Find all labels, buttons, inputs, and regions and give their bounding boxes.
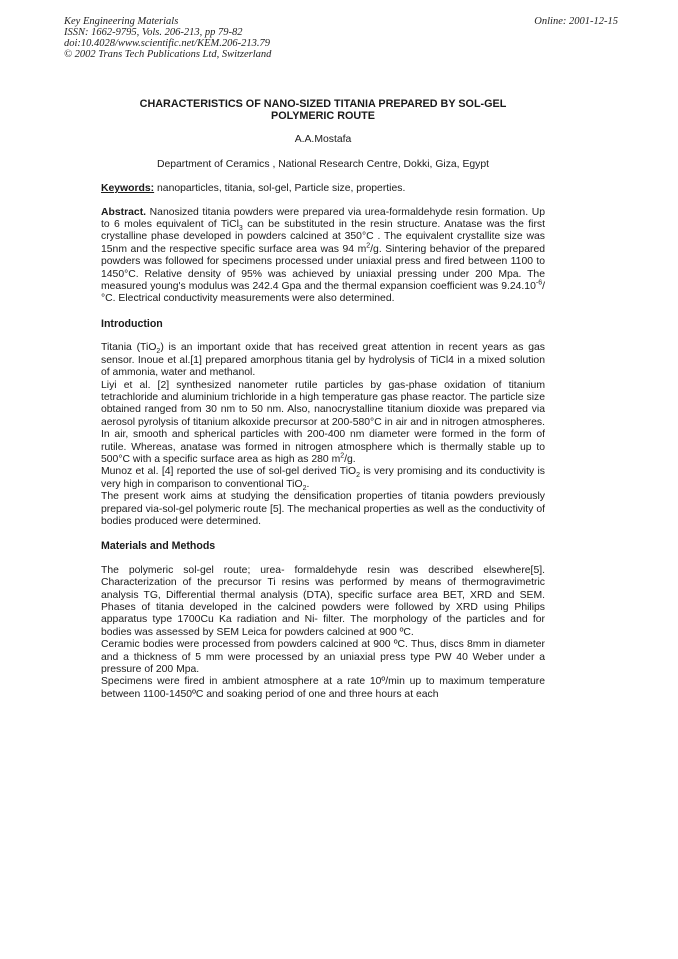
abstract-label: Abstract.	[101, 206, 147, 218]
paper-body	[101, 98, 545, 713]
text: ) is an important oxide that has received great attention in recent years as gas sensor. Inoue et al.[1] prepared amorphous titania gel by hydrolysis of TiCl4 in a mixed solution of ammonia, water and methanol.	[101, 342, 545, 379]
keywords	[101, 183, 545, 195]
paragraph: Ceramic bodies were processed from powders calcined at 900 ºC. Thus, discs 8mm in diameter and a thickness of 5 mm were processed by an uniaxial press type PW 40 Weber under a pressure of 200 Mpa.	[101, 639, 545, 676]
author: A.A.Mostafa	[294, 134, 352, 146]
abstract-text: can be substituted in the resin structure. Anatase was the first crystalline phase developed in powders calcined at 350°C . The equivalent crystallite size was 15nm and the respective specific surface area was 94 m	[101, 219, 545, 255]
subscript: 2	[356, 472, 360, 480]
subscript: 2	[156, 348, 161, 356]
doi-line: doi:10.4028/www.scientific.net/KEM.206-213.79	[64, 38, 270, 49]
abstract	[101, 207, 545, 306]
online-date: Online: 2001-12-15	[534, 16, 618, 27]
text: /g.	[344, 453, 356, 465]
section-heading-materials-methods: Materials and Methods	[101, 540, 216, 553]
abstract-text: Nanosized titania powders were prepared via urea-formaldehyde resin formation. Up to 6 moles equivalent of TiCl	[101, 206, 545, 231]
paragraph	[101, 380, 545, 467]
abstract-text: /g. Sintering behavior of the prepared powders was followed for specimens processed under uniaxial press and fired between 1100 to 1450°C. Relative density of 95% was achieved by uniaxial pressing under 200 Mpa. The measured young's modulus was 242.4 Gpa and the thermal expansion coefficient was 9.24.10	[101, 243, 546, 293]
paragraph	[101, 342, 545, 379]
text: Titania (TiO	[101, 342, 157, 354]
title-line-2: POLYMERIC ROUTE	[271, 110, 375, 123]
paragraph: The polymeric sol-gel route; urea- formaldehyde resin was described elsewhere[5]. Characterization of the precursor Ti resins was performed by means of thermogravimetric analysis TG, Differential thermal analysis (DTA), specific surface area BET, XRD and SEM. Phases of titania developed in the calcined powders were followed by XRD using Philips apparatus type 1700Cu Ka radiation and Ni- filter. The morphology of the particles and for bodies was assessed by SEM Leica for powders calcined at 900 ºC.	[101, 564, 545, 638]
superscript: 2	[366, 242, 371, 250]
issn-line: ISSN: 1662-9795, Vols. 206-213, pp 79-82	[64, 27, 243, 38]
methods-section	[101, 565, 545, 701]
text: .	[306, 478, 310, 490]
title-line-1: CHARACTERISTICS OF NANO-SIZED TITANIA PREPARED BY SOL-GEL	[139, 98, 507, 110]
paper-title	[101, 98, 545, 122]
text: is very promising and its conductivity is very high in comparison to conventional TiO	[101, 466, 545, 490]
introduction-section	[101, 342, 545, 528]
journal-name: Key Engineering Materials	[64, 16, 179, 27]
keywords-label: Keywords:	[101, 183, 155, 195]
superscript: -6	[535, 279, 543, 287]
paragraph	[101, 466, 545, 491]
paragraph: The present work aims at studying the densification properties of titania powders previously prepared via-sol-gel polymeric route [5]. The mechanical properties as well as the conductivity of bodies produced were determined.	[101, 491, 545, 527]
copyright-line: © 2002 Trans Tech Publications Ltd, Switzerland	[64, 49, 272, 60]
paragraph: Specimens were fired in ambient atmosphere at a rate 10º/min up to maximum temperature between 1100-1450ºC and soaking period of one and three hours at each	[101, 676, 545, 700]
text: Liyi et al. [2] synthesized nanometer rutile particles by gas-phase oxidation of titanium tetrachloride and aluminium trichloride in a high temperature gas phase reactor. The particle size obtained ranged from 30 nm to 50 nm. Also, nanocrystalline titanium dioxide was prepared via aerosol pyrolysis of titanium alkoxide precursor at 200-580°C in air and in nitrogen atmospheres. In air, smooth and spherical particles with 200-400 nm diameter were formed in the form of rutile. Whereas, anatase was formed in nitrogen atmosphere which is thermally stable up to 500°C with a specific surface area as high as 280 m	[101, 379, 545, 465]
section-heading-introduction: Introduction	[101, 317, 163, 330]
affiliation: Department of Ceramics , National Research Centre, Dokki, Giza, Egypt	[156, 158, 490, 170]
abstract-text: /°C. Electrical conductivity measurements were also determined.	[101, 281, 545, 305]
subscript: 3	[238, 225, 243, 233]
superscript: 2	[340, 452, 345, 460]
journal-header	[64, 16, 618, 60]
subscript: 2	[302, 484, 307, 492]
text: Munoz et al. [4] reported the use of sol-gel derived TiO	[101, 466, 357, 478]
keywords-text: nanoparticles, titania, sol-gel, Particle size, properties.	[154, 183, 406, 195]
